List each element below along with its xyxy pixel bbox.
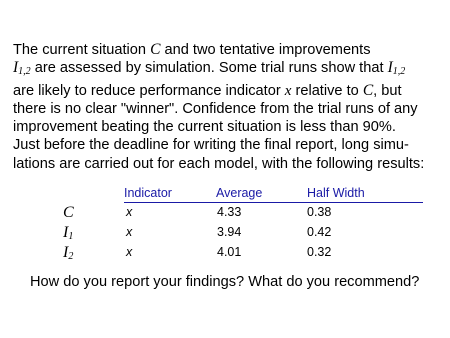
model-subscript: 1 <box>68 231 74 242</box>
text-run: are assessed by simulation. Some trial runs show that <box>30 60 388 77</box>
symbol-c: C <box>362 81 374 99</box>
table-row <box>60 244 390 264</box>
text-run: , but <box>373 82 402 99</box>
indicator-cell: x <box>126 205 133 219</box>
symbol-i: I <box>387 59 393 77</box>
header-half-width: Half Width <box>307 186 365 200</box>
header-indicator: Indicator <box>124 186 172 200</box>
symbol-x: x <box>284 82 292 99</box>
symbol-i: I <box>13 59 19 77</box>
statement-line-4: there is no clear "winner". Confidence from the trial runs of any <box>13 100 418 117</box>
text-run: relative to <box>291 82 363 99</box>
header-average: Average <box>216 186 263 200</box>
text-run: and two tentative improvements <box>160 42 371 58</box>
statement-line-7: lations are carried out for each model, with the following results: <box>13 155 425 172</box>
average-cell: 4.33 <box>217 205 242 219</box>
half-width-cell: 0.32 <box>307 245 332 259</box>
average-cell: 4.01 <box>217 245 242 259</box>
symbol-subscript: 1,2 <box>18 66 31 78</box>
model-name: C <box>63 204 74 221</box>
statement-line-5: improvement beating the current situation is less than 90%. <box>13 119 396 136</box>
model-name: I <box>63 244 69 261</box>
model-label <box>63 244 73 262</box>
question-text: How do you report your findings? What do you recommend? <box>30 274 420 290</box>
model-label <box>63 224 73 242</box>
half-width-cell: 0.42 <box>307 225 332 239</box>
symbol-c: C <box>150 41 161 58</box>
statement-line-3 <box>13 82 445 100</box>
statement-line-1 <box>13 41 445 59</box>
average-cell: 3.94 <box>217 225 242 239</box>
statement-line-2 <box>13 59 445 81</box>
problem-statement <box>13 41 445 173</box>
statement-line-6: Just before the deadline for writing the final report, long simu- <box>13 137 409 154</box>
model-subscript: 2 <box>68 251 74 262</box>
model-label <box>63 204 74 222</box>
table-header <box>124 186 423 203</box>
text-run: are likely to reduce performance indicator <box>13 82 285 99</box>
table-row <box>60 204 390 224</box>
half-width-cell: 0.38 <box>307 205 332 219</box>
table-row <box>60 224 390 244</box>
text-run: The current situation <box>13 42 151 58</box>
indicator-cell: x <box>126 225 133 239</box>
indicator-cell: x <box>126 245 133 259</box>
symbol-subscript: 1,2 <box>392 66 406 78</box>
model-name: I <box>63 224 69 241</box>
